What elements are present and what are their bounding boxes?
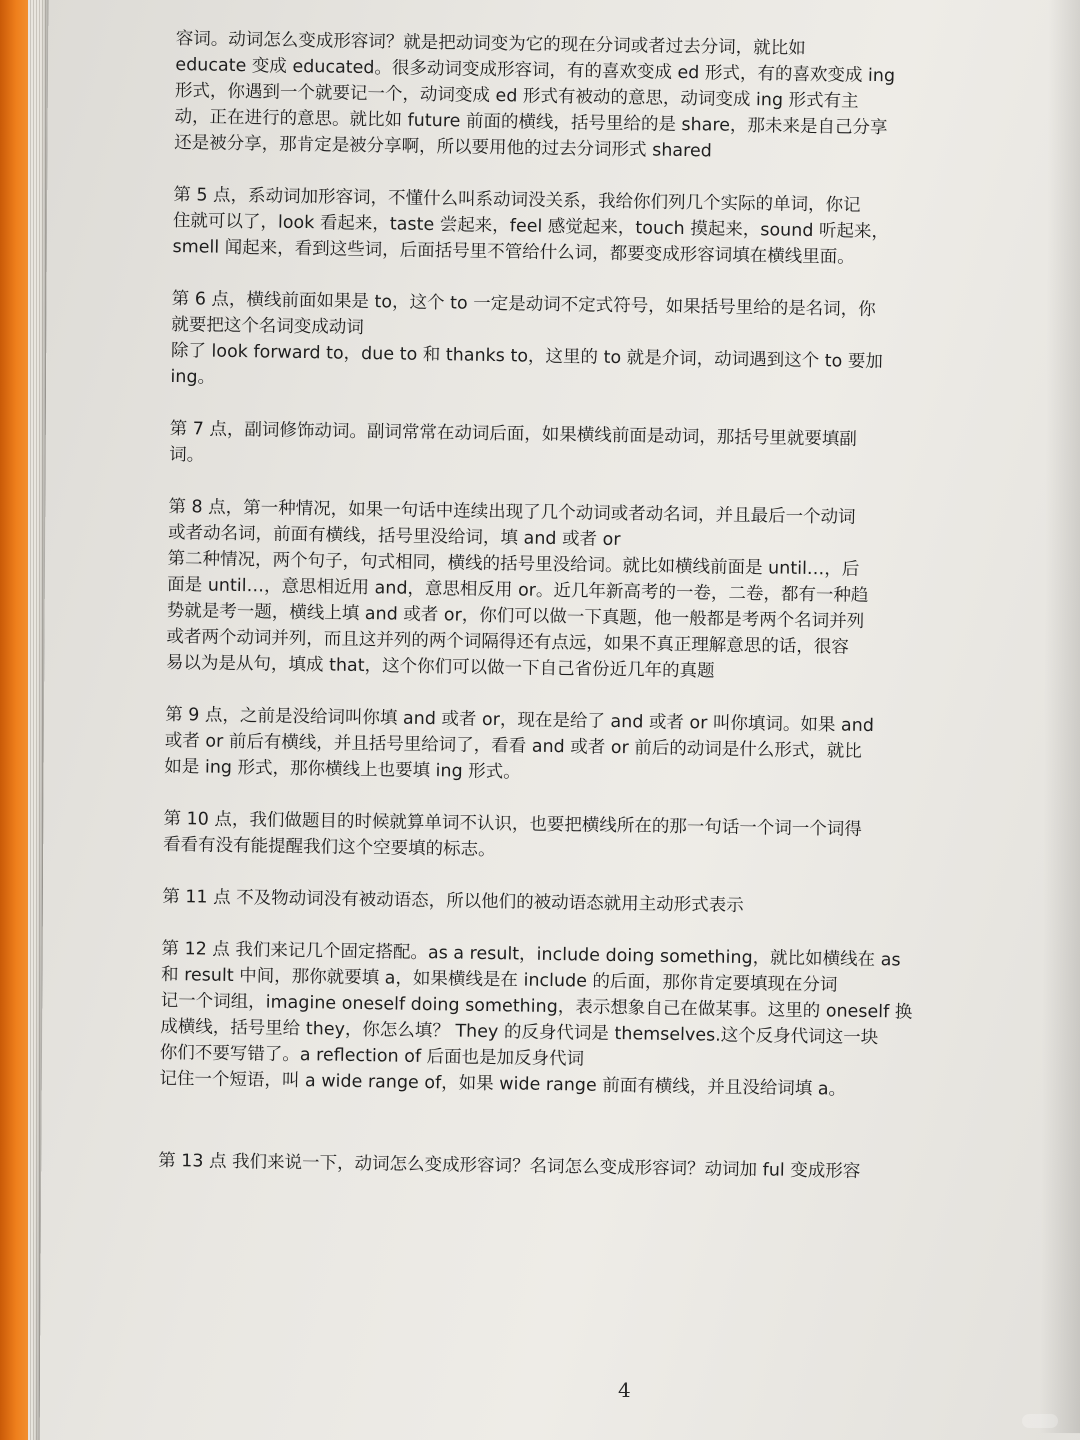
paragraph-7 [163, 806, 964, 871]
text-line: 易以为是从句，填成 that，这个你们可以做一下自己省份近几年的真题 [165, 652, 715, 682]
text-line: 容词。动词怎么变成形容词？就是把动词变为它的现在分词或者过去分词，就比如 [175, 28, 806, 59]
paragraph-10 [158, 1148, 958, 1187]
text-line: 成横线，括号里给 they，你怎么填？ They 的反身代词是 themselves.这个反身代词这一块 [160, 1016, 879, 1049]
text-line: 或者 or 前后有横线，并且括号里给词了，看看 and 或者 or 前后的动词是什么形式，就比 [164, 730, 862, 762]
text-line: ing。 [170, 366, 216, 388]
page-number: 4 [618, 1378, 631, 1402]
text-line: 第 9 点，之前是没给词叫你填 and 或者 or，现在是给了 and 或者 or 叫你填词。如果 and [165, 704, 875, 737]
paragraph-4 [169, 416, 970, 481]
text-line: 第 10 点，我们做题目的时候就算单词不认识，也要把横线所在的那一句话一个词一个词得 [163, 808, 863, 840]
paragraph-6 [164, 702, 965, 793]
text-line: 形式，你遇到一个就要记一个，动词变成 ed 形式有被动的意思，动词变成 ing 形式有主 [174, 80, 859, 112]
text-line: 或者动名词，前面有横线，括号里没给词，填 and 或者 or [167, 522, 621, 551]
text-line: 第 13 点 我们来说一下，动词怎么变成形容词？名词怎么变成形容词？动词加 ful 变成形容 [158, 1150, 861, 1182]
text-line: 第 5 点，系动词加形容词，不懂什么叫系动词没关系，我给你们列几个实际的单词，你记 [173, 184, 861, 216]
paragraph-2 [172, 182, 973, 273]
text-line: 面是 until…，意思相近用 and，意思相反用 or。近几年新高考的一卷，二卷，都有一种趋 [167, 574, 869, 606]
paragraph-5 [166, 494, 969, 689]
document-body [158, 26, 976, 1212]
text-line: educate 变成 educated。很多动词变成形容词，有的喜欢变成 ed 形式，有的喜欢变成 ing [175, 54, 896, 87]
text-line: 第二种情况，两个句子，句式相同，横线的括号里没给词。就比如横线前面是 until…，后 [167, 548, 860, 580]
text-line: 词。 [169, 444, 205, 466]
paragraph-9 [159, 936, 961, 1105]
text-line: 记一个词组，imagine oneself doing something，表示想象自己在做某事。这里的 oneself 换 [160, 990, 913, 1023]
text-line: 势就是考一题，横线上填 and 或者 or，你们可以做一下真题，他一般都是考两个名词并列 [166, 600, 865, 632]
text-line: 和 result 中间，那你就要填 a，如果横线是在 include 的后面，那你肯定要填现在分词 [160, 964, 838, 996]
text-line: 第 11 点 不及物动词没有被动语态，所以他们的被动语态就用主动形式表示 [162, 886, 744, 917]
text-line: 第 12 点 我们来记几个固定搭配。as a result，include doing something，就比如横线在 as [161, 938, 901, 971]
text-line: 你们不要写错了。a reflection of 后面也是加反身代词 [159, 1042, 585, 1070]
text-line: 如是 ing 形式，那你横线上也要填 ing 形式。 [164, 756, 521, 783]
paragraph-3 [170, 286, 972, 403]
text-line: 动，正在进行的意思。就比如 future 前面的横线，括号里给的是 share，那未来是自己分享 [174, 106, 888, 139]
text-line: 或者两个动词并列，而且这并列的两个词隔得还有点远，如果不真正理解意思的话，很容 [166, 626, 849, 658]
text-line: 第 8 点，第一种情况，如果一句话中连续出现了几个动词或者动名词，并且最后一个动词 [168, 496, 856, 528]
text-line: 除了 look forward to，due to 和 thanks to，这里的 to 就是介词，动词遇到这个 to 要加 [170, 340, 883, 373]
text-line: 就要把这个名词变成动词 [171, 314, 364, 338]
page-shadow [1040, 0, 1080, 1433]
paragraph-8 [162, 884, 962, 923]
text-line: 还是被分享，那肯定是被分享啊，所以要用他的过去分词形式 shared [174, 132, 712, 162]
text-line: 第 7 点，副词修饰动词。副词常常在动词后面，如果横线前面是动词，那括号里就要填副 [169, 418, 858, 450]
text-line: 第 6 点，横线前面如果是 to，这个 to 一定是动词不定式符号，如果括号里给的是名词，你 [171, 288, 876, 321]
text-line: 住就可以了，look 看起来，taste 尝起来，feel 感觉起来，touch 摸起来，sound 听起来， [172, 210, 890, 243]
text-line: 看看有没有能提醒我们这个空要填的标志。 [162, 834, 496, 861]
text-line: 记住一个短语，叫 a wide range of，如果 wide range 前面有横线，并且没给词填 a。 [159, 1068, 847, 1100]
paragraph-1 [174, 26, 976, 169]
watermark-badge [1022, 1414, 1058, 1428]
text-line: smell 闻起来，看到这些词，后面括号里不管给什么词，都要变成形容词填在横线里面。 [172, 236, 855, 268]
